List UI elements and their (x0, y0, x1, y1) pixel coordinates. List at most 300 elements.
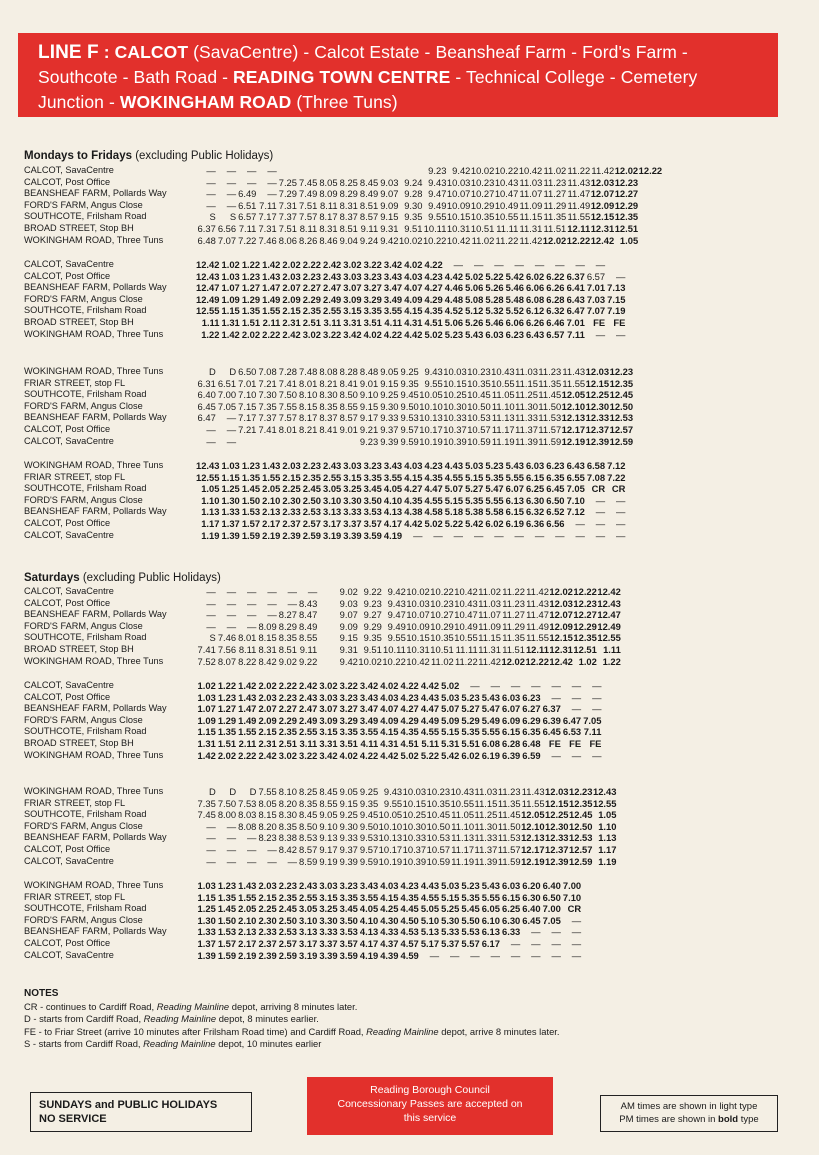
departure-time: 11.07 (478, 609, 501, 621)
departure-time: 5.45 (461, 903, 480, 915)
departure-time: 3.19 (299, 949, 318, 961)
departure-time: 5.12 (465, 305, 484, 317)
departure-time: 10.03 (402, 786, 427, 797)
departure-time: 2.25 (258, 903, 277, 915)
departure-time: 3.07 (343, 282, 362, 294)
departure-time: 10.03 (446, 176, 471, 188)
table-row (24, 750, 602, 762)
stop-name: CALCOT, SavaCentre (24, 680, 114, 690)
departure-time: 4.29 (424, 293, 443, 305)
departure-time: — (571, 926, 582, 938)
stop-name: FORD'S FARM, Angus Close (24, 494, 143, 505)
departure-time: 7.05 (542, 914, 561, 926)
departure-time: 2.23 (302, 460, 321, 471)
departure-time: 4.22 (400, 680, 419, 691)
stop-name: CALCOT, Post Office (24, 597, 111, 608)
departure-time: — (551, 749, 561, 761)
departure-time: 5.26 (465, 316, 484, 328)
departure-time: 2.05 (262, 483, 281, 495)
departure-time: 12.22 (573, 586, 597, 597)
table-row (24, 586, 621, 598)
departure-time: 5.38 (465, 506, 484, 518)
departure-time: — (226, 609, 237, 621)
departure-time: 1.45 (217, 903, 237, 915)
departure-time: 7.07 (217, 234, 237, 246)
stop-name: FORD'S FARM, Angus Close (24, 400, 143, 411)
departure-time: 6.51 (217, 377, 237, 389)
departure-time: 10.59 (426, 855, 451, 867)
departure-time: 7.15 (238, 400, 257, 412)
table-row (24, 950, 582, 962)
departure-time: 12.15 (585, 377, 610, 389)
departure-time: 5.07 (441, 703, 460, 715)
departure-time: 5.37 (441, 937, 460, 949)
departure-time: 5.03 (441, 691, 460, 703)
departure-time: 7.52 (197, 655, 216, 667)
departure-time: 3.57 (339, 937, 358, 949)
departure-time: 2.43 (299, 691, 318, 703)
departure-time: 7.05 (217, 400, 237, 412)
departure-time: 1.55 (238, 726, 257, 738)
stop-name: FRIAR STREET, stop FL (24, 891, 126, 902)
departure-time: 3.15 (343, 471, 362, 483)
departure-time: 7.08 (258, 366, 277, 377)
departure-time: 3.23 (339, 691, 358, 703)
departure-time: 3.33 (343, 506, 362, 518)
departure-time: 8.45 (299, 809, 318, 821)
departure-time: 12.55 (196, 305, 220, 317)
departure-time: 7.19 (607, 305, 626, 317)
stop-name: WOKINGHAM ROAD, Three Tuns (24, 655, 164, 666)
departure-time: 4.15 (404, 305, 423, 317)
departure-time: — (413, 529, 423, 541)
table-row (24, 903, 582, 915)
departure-time: 3.53 (363, 506, 382, 518)
departure-time: 1.23 (241, 270, 261, 282)
departure-time: — (595, 494, 606, 506)
departure-time: 6.59 (522, 749, 541, 761)
departure-time: 5.06 (465, 282, 484, 294)
departure-time: — (494, 529, 504, 541)
departure-time: 12.02 (542, 234, 567, 246)
departure-time: 10.09 (446, 199, 471, 211)
departure-time: 8.48 (359, 366, 379, 377)
departure-time: 10.43 (454, 597, 478, 609)
table-row (24, 530, 626, 542)
departure-time: — (307, 586, 318, 597)
departure-time: — (514, 259, 524, 270)
departure-time: 6.07 (505, 483, 524, 495)
departure-time: 5.03 (465, 460, 484, 471)
departure-time: 6.02 (461, 749, 480, 761)
departure-time: 1.43 (238, 880, 257, 891)
departure-time: 7.50 (278, 389, 297, 401)
departure-time: 6.03 (525, 460, 545, 471)
departure-time: 3.29 (339, 714, 358, 726)
departure-time (338, 165, 358, 177)
banner-reading-town-centre: READING TOWN CENTRE (233, 67, 451, 87)
departure-time: 1.53 (241, 506, 261, 518)
departure-time: 5.42 (465, 517, 484, 529)
departure-time: 4.02 (363, 328, 382, 340)
table-row (24, 305, 626, 317)
departure-time: 2.22 (262, 328, 281, 340)
departure-time: 10.37 (443, 423, 467, 435)
departure-time: 2.30 (282, 494, 301, 506)
departure-time: — (531, 949, 541, 961)
departure-time: 8.50 (339, 389, 358, 401)
departure-time: — (595, 328, 606, 340)
departure-time: — (267, 165, 277, 176)
stop-name: CALCOT, SavaCentre (24, 586, 114, 596)
departure-time: 2.23 (278, 880, 297, 891)
departure-time: 4.03 (380, 691, 399, 703)
departure-time: 11.03 (519, 176, 543, 188)
departure-time: 8.17 (319, 211, 338, 223)
departure-time: 3.43 (383, 270, 403, 282)
departure-time: 3.59 (363, 529, 382, 541)
departure-time: 1.25 (221, 483, 240, 495)
departure-time: 1.53 (217, 926, 237, 938)
departure-time: 6.10 (481, 914, 500, 926)
departure-time: 7.49 (299, 188, 318, 200)
departure-time: — (595, 529, 606, 541)
departure-time: 8.26 (299, 234, 318, 246)
departure-time: 6.30 (502, 914, 521, 926)
departure-time: 8.00 (217, 809, 237, 821)
departure-time: 11.57 (538, 423, 562, 435)
departure-time: 7.12 (566, 506, 585, 518)
departure-time: — (531, 680, 541, 691)
table-row (24, 259, 626, 271)
departure-time: 10.50 (467, 400, 491, 412)
departure-time: 8.47 (299, 609, 318, 621)
departure-time: 11.22 (567, 165, 591, 176)
departure-time: 1.02 (221, 259, 240, 270)
departure-time: 8.01 (238, 632, 257, 644)
departure-time: 4.07 (404, 282, 423, 294)
departure-time: 2.35 (302, 305, 321, 317)
departure-time: 1.59 (241, 529, 261, 541)
departure-time: 3.19 (323, 529, 342, 541)
departure-time: — (206, 855, 216, 867)
table-row (24, 424, 634, 436)
departure-time: 10.42 (518, 165, 543, 176)
departure-time: 1.45 (241, 483, 261, 495)
departure-time: 4.35 (424, 471, 443, 483)
departure-time: 1.42 (262, 259, 281, 270)
departure-time: 1.22 (241, 259, 261, 270)
departure-time: 10.30 (443, 400, 467, 412)
departure-time: 2.23 (278, 691, 297, 703)
departure-time: 4.45 (400, 903, 419, 915)
departure-time: 6.13 (481, 926, 500, 938)
notes-heading: NOTES (24, 988, 59, 999)
departure-time: 9.43 (428, 176, 447, 188)
departure-time: 1.29 (241, 293, 261, 305)
departure-time: 12.33 (545, 832, 569, 844)
departure-time: 12.59 (569, 855, 593, 867)
departure-time: 8.28 (339, 366, 358, 377)
departure-time: 12.49 (196, 293, 220, 305)
departure-time: 2.50 (278, 914, 297, 926)
departure-time: 9.11 (299, 643, 318, 655)
table-row (24, 892, 582, 904)
departure-time: 10.47 (494, 188, 519, 200)
departure-time: 6.17 (481, 937, 500, 949)
departure-time: 7.03 (586, 293, 606, 305)
departure-time: — (226, 435, 237, 447)
table-row (24, 389, 634, 401)
departure-time: 1.07 (221, 282, 240, 294)
stop-name: CALCOT, SavaCentre (24, 165, 114, 175)
departure-time: 12.55 (196, 471, 220, 483)
departure-time: 10.17 (419, 423, 443, 435)
departure-time: 10.25 (443, 389, 467, 401)
departure-time: 12.45 (609, 389, 634, 401)
departure-time: — (510, 680, 521, 691)
timetable (24, 680, 602, 761)
departure-time: 9.31 (339, 643, 358, 655)
departure-time: 5.15 (441, 726, 460, 738)
departure-time: 10.02 (470, 165, 495, 176)
departure-time: 4.22 (424, 259, 443, 270)
departure-time: 9.02 (278, 655, 297, 667)
departure-time: 3.17 (299, 937, 318, 949)
departure-time: 9.55 (383, 797, 403, 809)
departure-time: 12.42 (597, 586, 621, 597)
departure-time: 7.45 (197, 809, 216, 821)
departure-time: 11.45 (497, 809, 521, 821)
departure-time: — (571, 914, 582, 926)
departure-time: 5.43 (481, 880, 500, 891)
departure-time: 9.01 (359, 377, 379, 389)
departure-time: 4.59 (400, 949, 419, 961)
departure-time: 8.15 (258, 809, 277, 821)
departure-time: 10.37 (402, 843, 427, 855)
departure-time: 12.39 (585, 435, 610, 447)
departure-time: 5.17 (420, 937, 440, 949)
departure-time: 12.39 (545, 855, 569, 867)
departure-time: 9.42 (387, 586, 406, 597)
stop-name: CALCOT, SavaCentre (24, 529, 114, 540)
departure-time: 9.35 (359, 797, 379, 809)
departure-time: 12.10 (561, 400, 586, 412)
departure-time: 1.35 (241, 305, 261, 317)
departure-time (379, 165, 399, 177)
departure-time: 11.19 (451, 855, 475, 867)
departure-time: 8.59 (299, 855, 318, 867)
departure-time: 3.27 (363, 282, 382, 294)
departure-time: 11.03 (478, 597, 501, 609)
departure-time: FE (613, 316, 626, 328)
departure-time: 7.53 (238, 797, 257, 809)
departure-time: 8.30 (319, 389, 338, 401)
departure-time: 4.43 (420, 880, 440, 891)
departure-time: 9.15 (359, 400, 379, 412)
departure-time: 2.42 (299, 680, 318, 691)
departure-time: 4.22 (383, 328, 403, 340)
departure-time: 8.55 (299, 632, 318, 644)
departure-time: 2.29 (278, 714, 297, 726)
departure-time: 10.45 (426, 809, 451, 821)
departure-time: 9.43 (424, 366, 443, 377)
departure-time: 5.32 (485, 305, 504, 317)
departure-time: 2.25 (282, 483, 301, 495)
departure-time: — (267, 176, 277, 188)
departure-time: 8.09 (319, 188, 338, 200)
departure-time: 9.25 (400, 366, 419, 377)
departure-time: — (226, 832, 237, 844)
departure-time: 5.13 (420, 926, 440, 938)
stop-name: SOUTHCOTE, Frilsham Road (24, 211, 147, 222)
departure-time: 4.49 (420, 714, 440, 726)
departure-time: 5.23 (461, 880, 480, 891)
departure-time: 6.15 (502, 891, 521, 903)
departure-time: 11.23 (497, 786, 521, 797)
departure-time: 10.02 (406, 586, 430, 597)
departure-time: 9.47 (428, 188, 447, 200)
departure-time: 9.22 (363, 586, 382, 597)
departure-time: 8.29 (278, 620, 297, 632)
departure-time: 10.03 (443, 366, 467, 377)
departure-time: 8.49 (359, 188, 379, 200)
departure-time: 3.02 (302, 328, 321, 340)
departure-time: 4.31 (380, 737, 399, 749)
departure-time: 12.49 (597, 620, 621, 632)
departure-time: 12.03 (549, 597, 573, 609)
departure-time: 2.07 (258, 703, 277, 715)
table-row (24, 412, 634, 424)
departure-time: 7.46 (258, 234, 277, 246)
departure-time: 6.31 (197, 377, 216, 389)
departure-time: 6.23 (522, 691, 541, 703)
departure-time: 3.50 (363, 494, 382, 506)
departure-time: 7.10 (566, 494, 585, 506)
departure-time: 12.31 (590, 222, 615, 234)
departure-time: 2.43 (323, 270, 342, 282)
departure-time: 8.27 (278, 609, 297, 621)
stop-name: CALCOT, Post Office (24, 691, 111, 702)
departure-time: S (209, 211, 216, 223)
departure-time: 2.29 (302, 293, 321, 305)
departure-time: 12.17 (521, 843, 545, 855)
departure-time: 6.35 (546, 471, 565, 483)
departure-time: 5.55 (481, 726, 500, 738)
departure-time: 4.19 (383, 529, 403, 541)
stop-name: CALCOT, Post Office (24, 176, 111, 187)
departure-time: 2.57 (278, 937, 297, 949)
departure-time: 12.15 (549, 632, 573, 644)
table-row (24, 844, 617, 856)
departure-time: 5.30 (441, 914, 460, 926)
departure-time: 4.13 (359, 926, 379, 938)
departure-time: 9.15 (339, 632, 358, 644)
departure-time: 6.40 (542, 880, 561, 891)
banner-wokingham-road: WOKINGHAM ROAD (119, 92, 292, 112)
departure-time: 12.55 (592, 797, 617, 809)
departure-time: 12.27 (573, 609, 597, 621)
departure-time: — (595, 506, 606, 518)
departure-time: 4.09 (404, 293, 423, 305)
departure-time: 2.03 (282, 460, 301, 471)
departure-time: 4.02 (404, 259, 423, 270)
departure-time: 11.02 (430, 655, 454, 667)
departure-time: 7.56 (217, 643, 237, 655)
departure-time: 1.27 (241, 282, 261, 294)
departure-time: 1.05 (201, 483, 220, 495)
departure-time: — (206, 199, 216, 211)
stop-name: SOUTHCOTE, Frilsham Road (24, 903, 147, 914)
departure-time: 9.59 (400, 435, 419, 447)
departure-time: 3.50 (339, 914, 358, 926)
departure-time: 5.48 (505, 293, 524, 305)
departure-time: 1.57 (217, 937, 237, 949)
departure-time: 2.13 (238, 926, 257, 938)
stop-name: BROAD STREET, Stop BH (24, 222, 134, 233)
departure-time: 9.28 (404, 188, 423, 200)
departure-time: 5.43 (505, 460, 524, 471)
departure-time: 9.15 (339, 797, 358, 809)
departure-time: 10.15 (443, 377, 467, 389)
departure-time: 2.02 (282, 259, 301, 270)
departure-time: 1.33 (197, 926, 216, 938)
departure-time: 8.23 (258, 832, 277, 844)
departure-time: 1.30 (197, 914, 216, 926)
departure-time: 6.45 (542, 726, 561, 738)
departure-time: 9.45 (400, 389, 419, 401)
departure-time: 5.55 (481, 891, 500, 903)
departure-time: 11.11 (455, 643, 478, 655)
departure-time: 8.21 (299, 423, 318, 435)
departure-time: 7.01 (238, 377, 257, 389)
departure-time: 8.43 (299, 597, 318, 609)
departure-time: 6.28 (546, 293, 565, 305)
departure-time: FE (589, 737, 602, 749)
departure-time: CR (567, 903, 582, 915)
departure-time: 12.42 (549, 655, 573, 667)
departure-time: 5.22 (444, 517, 464, 529)
departure-time: 9.57 (359, 843, 379, 855)
departure-time: 3.43 (383, 460, 403, 471)
departure-time: 8.03 (238, 809, 257, 821)
table-row (24, 506, 626, 518)
departure-time (399, 165, 423, 177)
departure-time: 6.27 (522, 703, 541, 715)
departure-time: 3.13 (323, 506, 342, 518)
departure-time: 10.03 (406, 597, 430, 609)
departure-time: 11.02 (478, 586, 501, 597)
table-row (24, 726, 602, 738)
table-row (24, 282, 626, 294)
departure-time: 3.03 (343, 460, 362, 471)
departure-time: 9.39 (339, 855, 358, 867)
departure-time: 9.05 (319, 809, 338, 821)
departure-time: — (206, 843, 216, 855)
departure-time: 6.15 (525, 471, 545, 483)
stop-name: WOKINGHAM ROAD, Three Tuns (24, 460, 164, 470)
departure-time: 4.33 (380, 926, 399, 938)
departure-time: 1.30 (221, 494, 240, 506)
departure-time: 6.56 (546, 517, 565, 529)
departure-time: 4.46 (444, 282, 464, 294)
departure-time: 5.35 (461, 891, 480, 903)
table-row (24, 200, 663, 212)
departure-time: 6.36 (525, 517, 545, 529)
departure-time: 12.09 (590, 199, 615, 211)
banner-three-tuns: (Three Tuns) (291, 92, 398, 112)
departure-time: 12.55 (597, 632, 621, 644)
